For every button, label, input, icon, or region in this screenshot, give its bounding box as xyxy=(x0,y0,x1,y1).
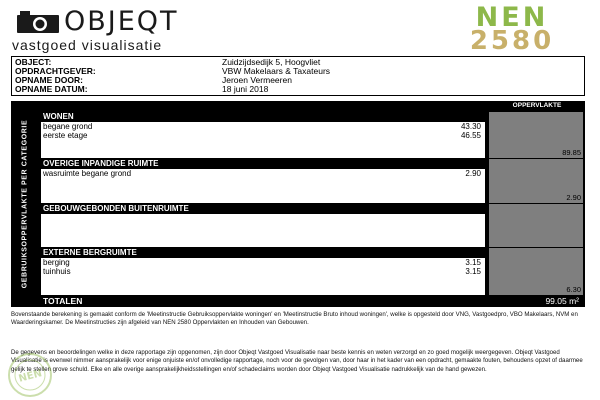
row-label: eerste etage xyxy=(43,131,88,140)
info-value: Jeroen Vermeeren xyxy=(222,74,292,85)
section-total-wonen xyxy=(489,112,583,158)
section-body-overige xyxy=(41,169,485,203)
category-sidebar xyxy=(11,101,39,307)
logo-wordmark: OBJEQT xyxy=(64,6,179,37)
info-value: VBW Makelaars & Taxateurs xyxy=(222,65,331,76)
section-body-bergruimte xyxy=(41,258,485,295)
row-label: wasruimte begane grond xyxy=(43,169,132,178)
row-value: 3.15 xyxy=(465,267,481,276)
info-row-date xyxy=(12,85,584,95)
table-row xyxy=(43,123,483,132)
section-total-bergruimte xyxy=(489,248,583,295)
row-value: 43.30 xyxy=(460,122,481,131)
objeqt-logo xyxy=(12,8,252,52)
info-value: Zuidzijdsedijk 5, Hoogvliet xyxy=(222,56,321,67)
row-label: tuinhuis xyxy=(43,267,71,276)
badge-bottom-text: 2580 xyxy=(469,26,555,50)
row-value: 46.55 xyxy=(460,131,481,140)
report-header xyxy=(0,0,600,56)
disclaimer-measurement: Bovenstaande berekening is gemaakt conform de 'Meetinstructie Gebruiksoppervlakte woningen' en 'Meetinstructie Bruto inhoud woningen', welke is opgesteld door VNG, Vastgoedpro, VBO Makelaars, NVM en Waarderingskamer. De Meetinstructies zijn afgeleid van NEN 2580 Oppervlakten en Inhouden van Gebouwen. xyxy=(11,311,578,327)
info-row-client xyxy=(12,67,584,77)
totals-value: 99.05 m² xyxy=(545,296,579,306)
section-title-overige: OVERIGE INPANDIGE RUIMTE xyxy=(41,159,485,168)
table-row xyxy=(43,268,483,277)
totals-label: TOTALEN xyxy=(43,296,83,306)
section-total-value: 89.85 xyxy=(562,148,581,157)
nen-2580-badge xyxy=(436,2,588,50)
section-total-buitenruimte xyxy=(489,204,583,247)
logo-tagline: vastgoed visualisatie xyxy=(12,37,163,53)
info-key: OBJECT: xyxy=(15,56,52,67)
info-value: 18 juni 2018 xyxy=(222,84,269,95)
row-label: berging xyxy=(43,258,70,267)
badge-top-text: NEN xyxy=(475,2,549,33)
section-body-wonen xyxy=(41,122,485,158)
svg-text:NEN: NEN xyxy=(17,368,44,385)
info-row-surveyor xyxy=(12,76,584,86)
row-value: 2.90 xyxy=(465,169,481,178)
surface-area-table xyxy=(11,101,585,307)
table-row xyxy=(43,259,483,268)
sidebar-label: GEBRUIKSOPPERVLAKTE PER CATEGORIE xyxy=(21,119,29,289)
table-row xyxy=(43,170,483,179)
row-label: begane grond xyxy=(43,122,93,131)
totals-row xyxy=(41,296,583,306)
section-title-wonen: WONEN xyxy=(41,112,485,121)
nen-stamp-watermark xyxy=(2,352,58,398)
camera-icon xyxy=(16,10,60,34)
section-total-overige xyxy=(489,159,583,203)
section-total-value: 2.90 xyxy=(566,193,581,202)
info-key: OPNAME DOOR: xyxy=(15,74,83,85)
info-key: OPNAME DATUM: xyxy=(15,84,88,95)
section-total-value: 6.30 xyxy=(566,285,581,294)
section-title-bergruimte: EXTERNE BERGRUIMTE xyxy=(41,248,485,257)
object-info-box xyxy=(11,56,585,96)
disclaimer-liability: De gegevens en beoordelingen welke in deze rapportage zijn opgenomen, zijn door Objeqt Vastgoed Visualisatie naar beste kennis en weten verzorgd en zo goed mogelijk weergegeven. Objeqt Vastgoed Visualisatie is evenwel nimmer aansprakelijk voor enige onjuiste en/of onvolledige rapportage, noch voor de gevolgen van, door haar in het kader van een opdracht, gemaakte fouten, behoudens opzet of daarmee gelijk te stellen grove schuld. Elke en alle overige aansprakelijkheidsstellingen en/of schadeclaims worden door Objeqt Vastgoed Visualisatie nadrukkelijk van de hand gewezen. xyxy=(11,349,583,373)
info-key: OPDRACHTGEVER: xyxy=(15,65,96,76)
section-title-buitenruimte: GEBOUWGEBONDEN BUITENRUIMTE xyxy=(41,204,485,213)
row-value: 3.15 xyxy=(465,258,481,267)
section-body-buitenruimte xyxy=(41,214,485,247)
table-row xyxy=(43,132,483,141)
column-header-surface: OPPERVLAKTE xyxy=(512,102,562,109)
